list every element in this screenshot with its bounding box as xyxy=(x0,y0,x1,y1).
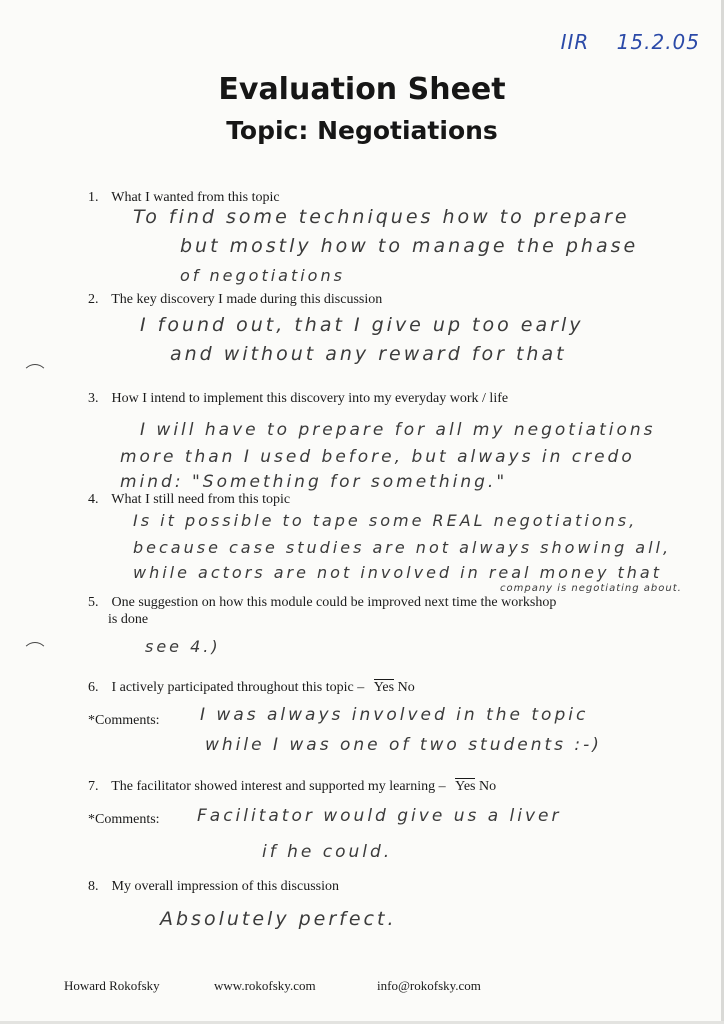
question-5-text: One suggestion on how this module could be improved next time the workshop xyxy=(111,595,557,610)
answer-7-line-1: Facilitator would give us a liver xyxy=(197,806,562,826)
question-3 xyxy=(88,391,508,407)
answer-4-line-3: while actors are not involved in real money that xyxy=(133,563,662,582)
question-8-number: 8. xyxy=(88,879,99,894)
question-5-number: 5. xyxy=(88,595,99,610)
answer-6-line-2: while I was one of two students :-) xyxy=(205,735,602,755)
question-7-yes[interactable]: Yes xyxy=(455,779,476,794)
question-7-text: The facilitator showed interest and supported my learning – xyxy=(111,779,446,794)
question-5-text-line-2: is done xyxy=(108,612,149,627)
answer-8-line-1: Absolutely perfect. xyxy=(160,908,397,930)
answer-4-line-2: because case studies are not always showing all, xyxy=(133,538,672,557)
answer-1-line-3: of negotiations xyxy=(180,266,345,285)
answer-4-line-1: Is it possible to tape some REAL negotiations, xyxy=(133,511,638,530)
answer-3-line-2: more than I used before, but always in credo xyxy=(120,447,635,467)
corner-note-date: 15.2.05 xyxy=(616,30,700,54)
question-6-no[interactable]: No xyxy=(397,680,415,695)
answer-2-line-1: I found out, that I give up too early xyxy=(140,314,584,336)
answer-4-line-4: company is negotiating about. xyxy=(500,583,682,594)
question-2-number: 2. xyxy=(88,292,99,307)
question-6-number: 6. xyxy=(88,680,99,695)
question-7-no[interactable]: No xyxy=(478,779,497,794)
footer-name: Howard Rokofsky xyxy=(64,978,160,993)
question-1-text: What I wanted from this topic xyxy=(111,190,280,205)
question-8-text: My overall impression of this discussion xyxy=(111,879,339,894)
question-6 xyxy=(88,680,415,696)
question-2-text: The key discovery I made during this discussion xyxy=(111,292,383,307)
question-7-comments-label: *Comments: xyxy=(88,812,160,827)
answer-2-line-2: and without any reward for that xyxy=(170,343,567,365)
answer-3-line-1: I will have to prepare for all my negotiations xyxy=(140,420,656,440)
answer-7-line-2: if he could. xyxy=(262,842,393,862)
question-7-choice xyxy=(455,779,496,795)
footer-email[interactable]: info@rokofsky.com xyxy=(377,978,481,993)
question-7 xyxy=(88,779,496,795)
question-1-number: 1. xyxy=(88,190,99,205)
question-4 xyxy=(88,492,290,508)
answer-3-line-3: mind: "Something for something." xyxy=(120,472,508,492)
hole-punch-mark xyxy=(22,364,48,390)
question-6-choice xyxy=(374,680,415,696)
question-6-comments-label: *Comments: xyxy=(88,713,160,728)
question-6-text: I actively participated throughout this topic – xyxy=(111,680,365,695)
question-3-text: How I intend to implement this discovery into my everyday work / life xyxy=(111,391,509,406)
question-1 xyxy=(88,190,280,206)
question-4-number: 4. xyxy=(88,492,99,507)
question-3-number: 3. xyxy=(88,391,99,406)
corner-note-left: IIR xyxy=(560,30,590,54)
question-8 xyxy=(88,879,339,895)
answer-6-line-1: I was always involved in the topic xyxy=(200,705,589,725)
question-2 xyxy=(88,292,382,308)
corner-note xyxy=(541,30,700,54)
question-4-text: What I still need from this topic xyxy=(111,492,291,507)
answer-5-line-1: see 4.) xyxy=(145,637,221,656)
hole-punch-mark xyxy=(22,642,48,668)
page-title: Evaluation Sheet xyxy=(218,72,506,107)
page-subtitle: Topic: Negotiations xyxy=(226,116,498,145)
question-7-number: 7. xyxy=(88,779,99,794)
answer-1-line-1: To find some techniques how to prepare xyxy=(133,206,630,228)
answer-1-line-2: but mostly how to manage the phase xyxy=(180,235,639,257)
question-5 xyxy=(88,595,556,611)
footer-website[interactable]: www.rokofsky.com xyxy=(214,978,316,993)
question-6-yes[interactable]: Yes xyxy=(373,680,395,695)
